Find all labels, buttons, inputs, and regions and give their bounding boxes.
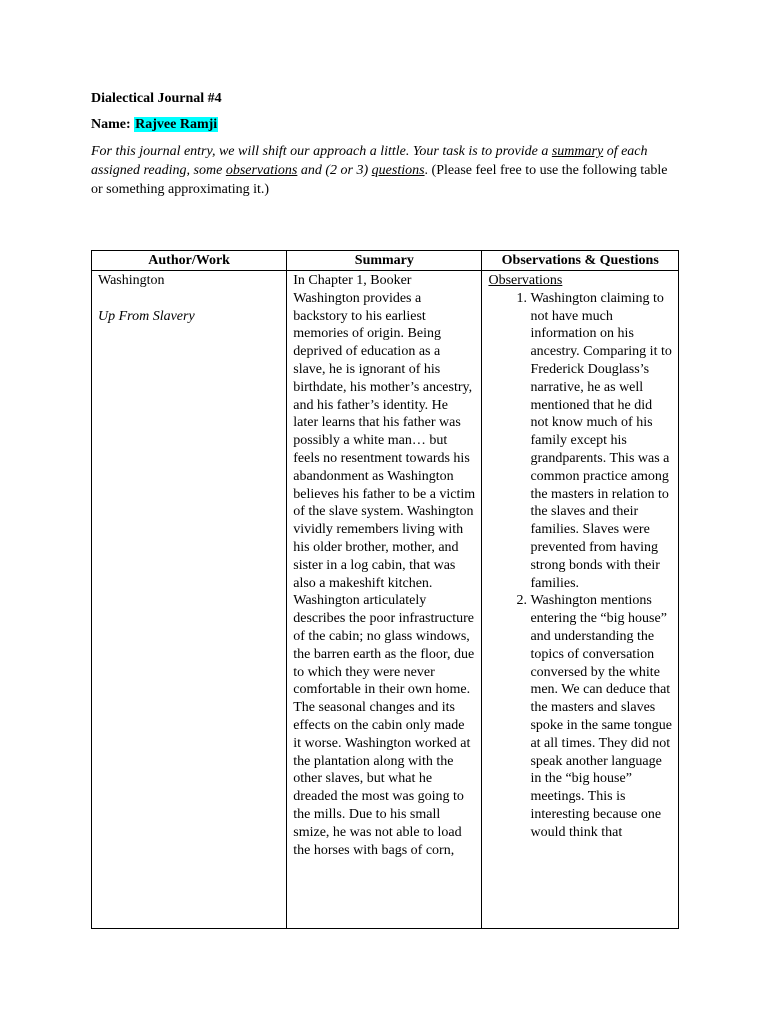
- list-item: 2. Washington mentions entering the “big house” and understanding the topics of conversation conversed by the white men. We can deduce that the masters and slaves spoke in the same tongue at all times. They did not speak another language in the “big house” meetings. This is interesting because one would think that: [530, 592, 672, 841]
- instructions: [91, 142, 671, 199]
- student-name: Rajvee Ramji: [135, 117, 218, 132]
- journal-table: [91, 250, 679, 929]
- observations-list: [488, 290, 672, 842]
- instructions-part1: For this journal entry, we will shift our approach a little. Your task is to provide a: [91, 144, 552, 159]
- author-work-cell: [92, 271, 287, 929]
- instructions-summary: summary: [551, 144, 604, 159]
- document-title: Dialectical Journal #4: [91, 91, 222, 106]
- work-title: Up From Slavery: [98, 308, 195, 324]
- table-row: [92, 271, 679, 929]
- instructions-part4: . (Please feel free to use the following table or something approximating it.): [91, 163, 668, 197]
- instructions-questions: questions: [371, 163, 425, 178]
- author-name: Washington: [98, 273, 165, 288]
- observations-heading: Observations: [488, 273, 563, 288]
- instructions-part2: of each assigned reading, some: [91, 144, 648, 178]
- header-observations: Observations & Questions: [482, 251, 679, 271]
- header-summary: Summary: [287, 251, 482, 271]
- name-line: [91, 116, 681, 134]
- observations-cell: [482, 271, 679, 929]
- summary-text: In Chapter 1, Booker Washington provides a backstory to his earliest memories of origin. Being deprived of education as a slave, he is ignorant of his birthdate, his mother’s ancestry, and his father’s identity. He later learns that his father was possibly a white man… but feels no resentment towards his abandonment as Washington believes his father to be a victim of the slave system. Washington vividly remembers living with his older brother, mother, and sister in a log cabin, that was also a makeshift kitchen. Washington articulately describes the poor infrastructure of the cabin; no glass windows, the barren earth as the floor, due to which they were never comfortable in their own home. The seasonal changes and its effects on the cabin only made it worse. Washington worked at the plantation along with the other slaves, but what he dreaded the most was going to the mills. Due to his small smize, he was not able to load the horses with bags of corn,: [293, 273, 476, 858]
- summary-cell: [287, 271, 482, 929]
- list-item: 1. Washington claiming to not have much information on his ancestry. Comparing it to Frederick Douglass’s narrative, he as well mentioned that he did not know much of his family except his grandparents. This was a common practice among the masters in relation to the slaves and their families. Slaves were prevented from having strong bonds with their families.: [530, 290, 672, 593]
- document-page: [91, 90, 681, 199]
- instructions-observations: observations: [225, 163, 298, 178]
- header-author-work: Author/Work: [92, 251, 287, 271]
- table-header-row: [92, 251, 679, 271]
- name-label: Name:: [91, 117, 131, 132]
- instructions-part3: and (2 or 3): [297, 163, 372, 178]
